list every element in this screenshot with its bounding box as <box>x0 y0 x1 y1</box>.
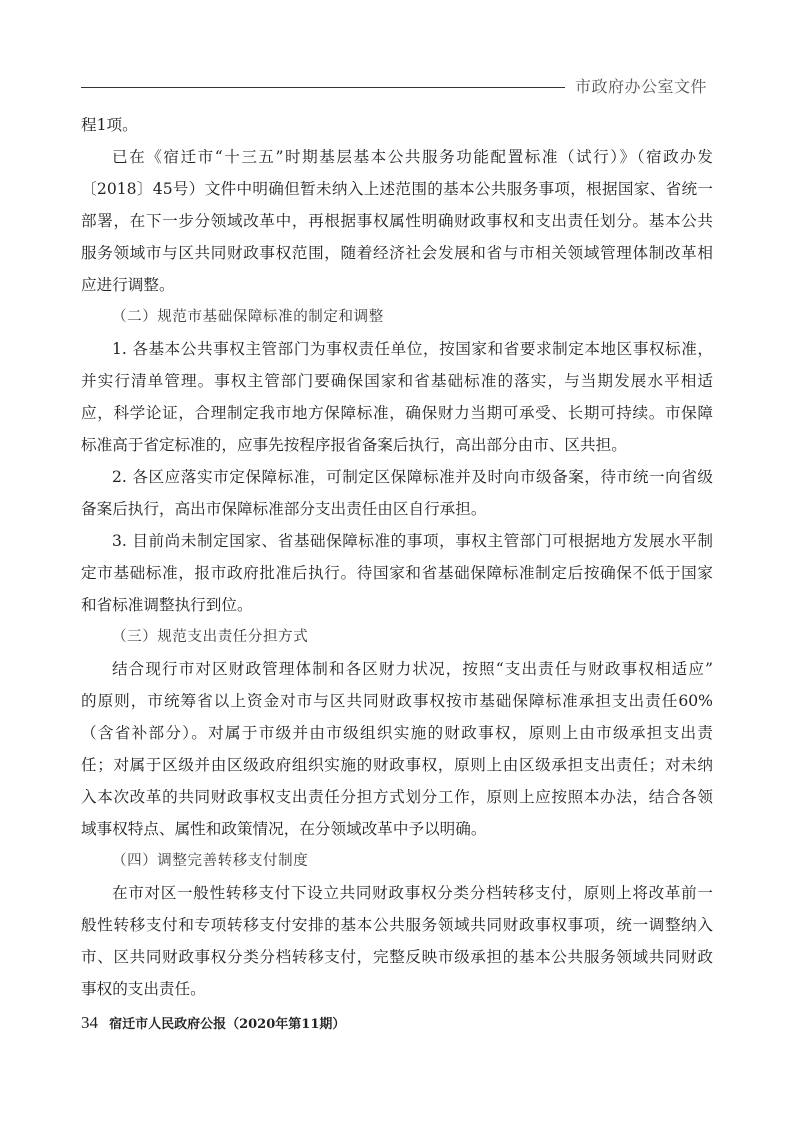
paragraph-line: 和省标准调整执行到位。 <box>81 596 253 614</box>
paragraph-line: 备案后执行，高出市保障标准部分支出责任由区自行承担。 <box>81 500 487 518</box>
section-heading: （二）规范市基础保障标准的制定和调整 <box>112 309 384 325</box>
paragraph-line: 程1项。 <box>81 116 138 134</box>
paragraph-line: 1. 各基本公共事权主管部门为事权责任单位，按国家和省要求制定本地区事权标准， <box>112 340 713 358</box>
section-heading: （三）规范支出责任分担方式 <box>112 629 309 645</box>
paragraph-line: 结合现行市对区财政管理体制和各区财力状况，按照“支出责任与财政事权相适应” <box>112 660 713 678</box>
paragraph-line: 市、区共同财政事权分类分档转移支付，完整反映市级承担的基本公共服务领域共同财政 <box>81 948 713 966</box>
paragraph-line: 应，科学论证，合理制定我市地方保障标准，确保财力当期可承受、长期可持续。市保障 <box>81 404 713 422</box>
paragraph-line: 〔2018〕45号）文件中明确但暂未纳入上述范围的基本公共服务事项，根据国家、省统一 <box>81 180 713 198</box>
paragraph-line: 应进行调整。 <box>81 276 175 294</box>
paragraph-line: 在市对区一般性转移支付下设立共同财政事权分类分档转移支付，原则上将改革前一 <box>112 884 713 902</box>
paragraph-line: 定市基础标准，报市政府批准后执行。待国家和省基础保障标准制定后按确保不低于国家 <box>81 564 713 582</box>
paragraph-line: 已在《宿迁市“十三五”时期基层基本公共服务功能配置标准（试行）》（宿政办发 <box>112 148 713 166</box>
paragraph-line: （含省补部分）。对属于市级并由市级组织实施的财政事权，原则上由市级承担支出责 <box>81 724 713 742</box>
paragraph-line: 入本次改革的共同财政事权支出责任分担方式划分工作，原则上应按照本办法，结合各领 <box>81 788 713 806</box>
paragraph-line: 3. 目前尚未制定国家、省基础保障标准的事项，事权主管部门可根据地方发展水平制 <box>112 532 713 550</box>
page-number: 34 <box>81 1013 98 1032</box>
page-footer <box>81 1013 345 1033</box>
paragraph-line: 服务领域市与区共同财政事权范围，随着经济社会发展和省与市相关领域管理体制改革相 <box>81 244 713 262</box>
paragraph-line: 2. 各区应落实市定保障标准，可制定区保障标准并及时向市级备案，待市统一向省级 <box>112 468 713 486</box>
paragraph-line: 事权的支出责任。 <box>81 980 206 998</box>
paragraph-line: 部署，在下一步分领域改革中，再根据事权属性明确财政事权和支出责任划分。基本公共 <box>81 212 713 230</box>
paragraph-line: 标准高于省定标准的，应事先按程序报省备案后执行，高出部分由市、区共担。 <box>81 436 627 454</box>
running-header-title: 市政府办公室文件 <box>575 77 708 96</box>
journal-title: 宿迁市人民政府公报（2020年第11期） <box>109 1017 346 1032</box>
paragraph-line: 任；对属于区级并由区级政府组织实施的财政事权，原则上由区级承担支出责任；对未纳 <box>81 756 713 774</box>
header-rule <box>81 87 565 88</box>
paragraph-line: 的原则，市统筹省以上资金对市与区共同财政事权按市基础保障标准承担支出责任60% <box>81 692 713 710</box>
paragraph-line: 并实行清单管理。事权主管部门要确保国家和省基础标准的落实，与当期发展水平相适 <box>81 372 713 390</box>
section-heading: （四）调整完善转移支付制度 <box>112 853 309 869</box>
paragraph-line: 般性转移支付和专项转移支付安排的基本公共服务领域共同财政事权事项，统一调整纳入 <box>81 916 713 934</box>
paragraph-line: 域事权特点、属性和政策情况，在分领域改革中予以明确。 <box>81 820 487 838</box>
